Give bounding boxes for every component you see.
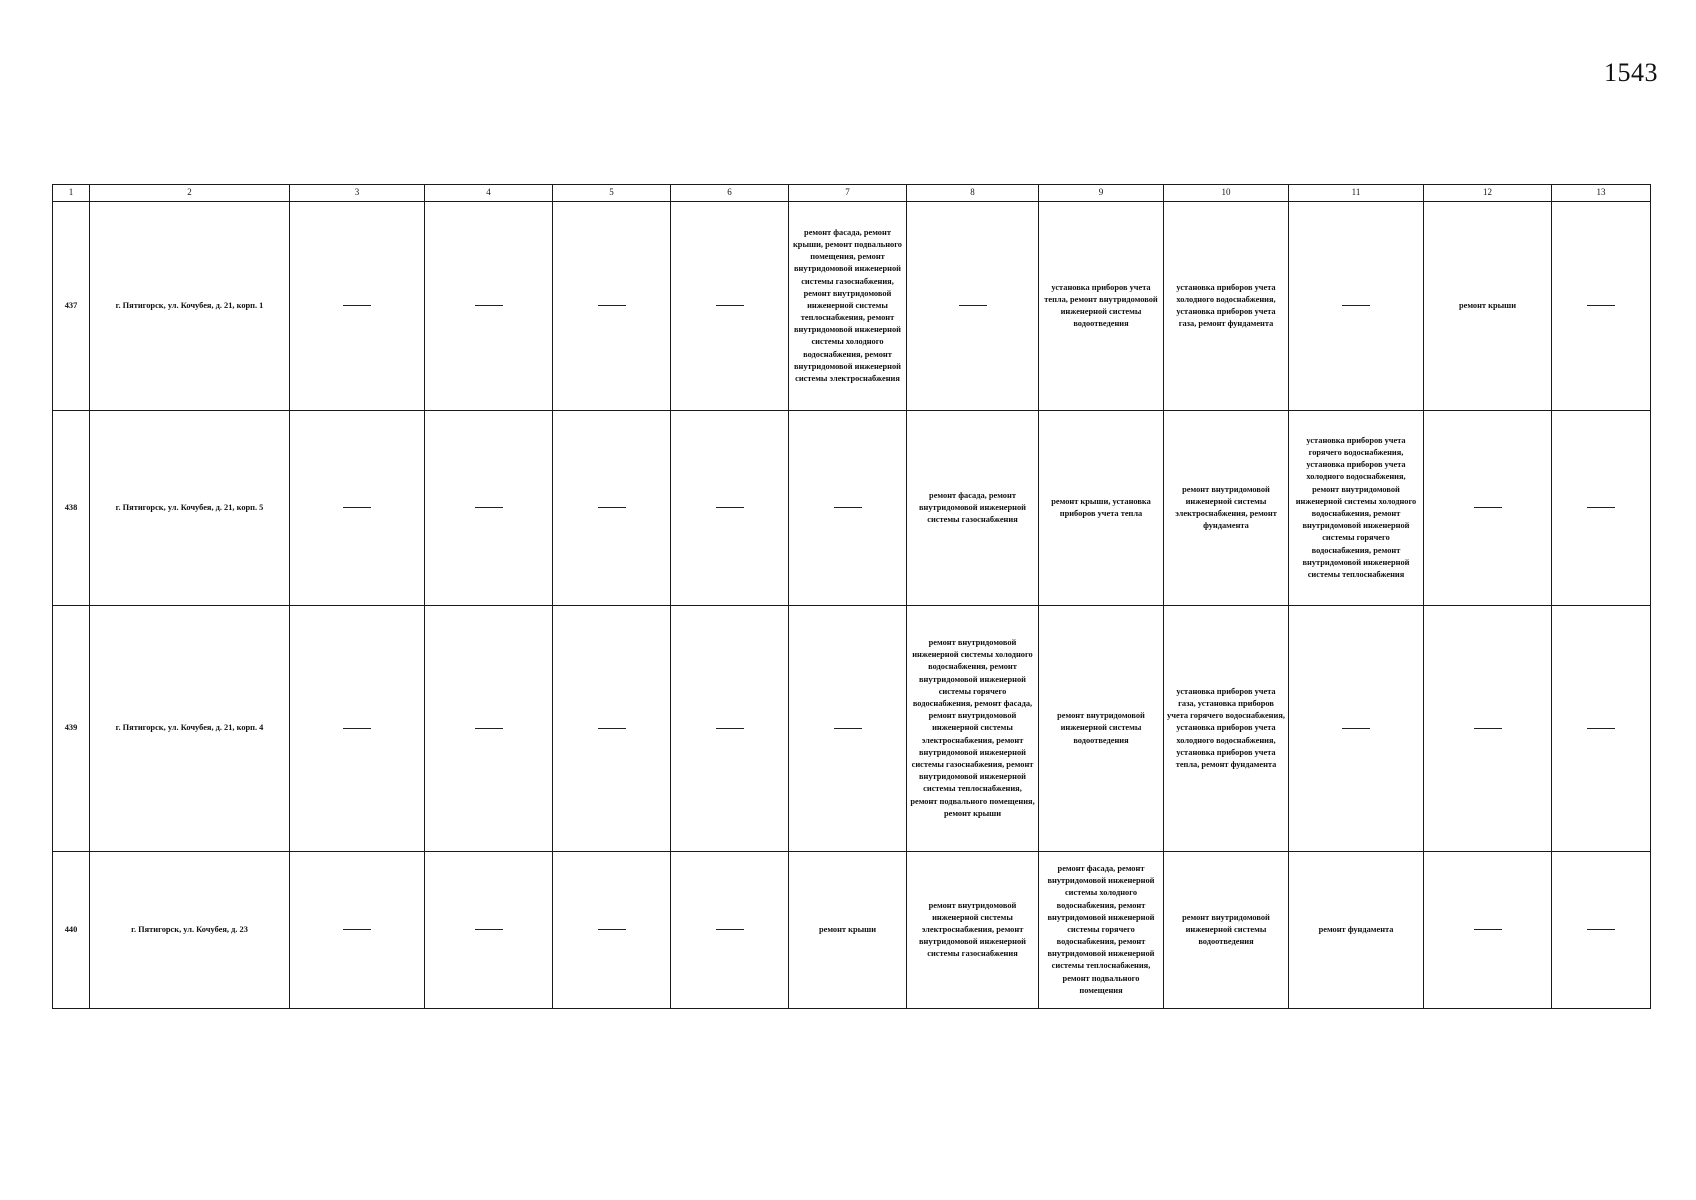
cell: ремонт внутридомовой инженерной системы электроснабжения, ремонт фундамента [1164, 411, 1289, 606]
row-number: 438 [53, 411, 90, 606]
cell: ремонт фундамента [1289, 852, 1424, 1009]
dash-mark [716, 507, 744, 508]
cell: ремонт фасада, ремонт крыши, ремонт подвального помещения, ремонт внутридомовой инженерной системы газоснабжения, ремонт внутридомовой инженерной системы теплоснабжения, ремонт внутридомовой инженерной системы холодного водоснабжения, ремонт внутридомовой инженерной системы электроснабжения [789, 202, 907, 411]
dash-mark [598, 929, 626, 930]
table-row [53, 606, 1651, 852]
cell [553, 606, 671, 852]
dash-mark [598, 728, 626, 729]
dash-mark [475, 507, 503, 508]
dash-mark [834, 728, 862, 729]
address-cell: г. Пятигорск, ул. Кочубея, д. 21, корп. 5 [90, 411, 290, 606]
dash-mark [598, 305, 626, 306]
cell [1552, 202, 1651, 411]
cell [425, 202, 553, 411]
dash-mark [1587, 507, 1615, 508]
address-cell: г. Пятигорск, ул. Кочубея, д. 21, корп. 1 [90, 202, 290, 411]
cell: установка приборов учета тепла, ремонт внутридомовой инженерной системы водоотведения [1039, 202, 1164, 411]
cell [671, 411, 789, 606]
cell: ремонт внутридомовой инженерной системы водоотведения [1164, 852, 1289, 1009]
row-number: 437 [53, 202, 90, 411]
cell [671, 852, 789, 1009]
cell [290, 606, 425, 852]
dash-mark [959, 305, 987, 306]
cell [671, 202, 789, 411]
col-number-5: 5 [553, 185, 671, 202]
row-number: 440 [53, 852, 90, 1009]
cell [907, 202, 1039, 411]
dash-mark [1587, 305, 1615, 306]
dash-mark [1474, 929, 1502, 930]
table-row [53, 411, 1651, 606]
dash-mark [598, 507, 626, 508]
cell [290, 202, 425, 411]
col-number-2: 2 [90, 185, 290, 202]
cell [1552, 606, 1651, 852]
cell [1424, 852, 1552, 1009]
dash-mark [716, 929, 744, 930]
cell: ремонт фасада, ремонт внутридомовой инженерной системы холодного водоснабжения, ремонт внутридомовой инженерной системы горячего водоснабжения, ремонт внутридомовой инженерной системы теплоснабжения, ремонт подвального помещения [1039, 852, 1164, 1009]
cell: ремонт внутридомовой инженерной системы холодного водоснабжения, ремонт внутридомовой инженерной системы горячего водоснабжения, ремонт фасада, ремонт внутридомовой инженерной системы электроснабжения, ремонт внутридомовой инженерной системы газоснабжения, ремонт внутридомовой инженерной системы теплоснабжения, ремонт подвального помещения, ремонт крыши [907, 606, 1039, 852]
dash-mark [1342, 728, 1370, 729]
cell [1424, 411, 1552, 606]
dash-mark [716, 305, 744, 306]
col-number-7: 7 [789, 185, 907, 202]
col-number-1: 1 [53, 185, 90, 202]
dash-mark [834, 507, 862, 508]
dash-mark [1587, 728, 1615, 729]
dash-mark [1342, 305, 1370, 306]
col-number-4: 4 [425, 185, 553, 202]
cell: ремонт внутридомовой инженерной системы водоотведения [1039, 606, 1164, 852]
col-number-8: 8 [907, 185, 1039, 202]
dash-mark [1474, 728, 1502, 729]
cell [425, 411, 553, 606]
cell [1552, 852, 1651, 1009]
dash-mark [475, 929, 503, 930]
cell: установка приборов учета холодного водоснабжения, установка приборов учета газа, ремонт фундамента [1164, 202, 1289, 411]
cell [553, 202, 671, 411]
cell: установка приборов учета газа, установка приборов учета горячего водоснабжения, установка приборов учета холодного водоснабжения, установка приборов учета тепла, ремонт фундамента [1164, 606, 1289, 852]
cell [671, 606, 789, 852]
col-number-10: 10 [1164, 185, 1289, 202]
cell [553, 852, 671, 1009]
cell: ремонт фасада, ремонт внутридомовой инженерной системы газоснабжения [907, 411, 1039, 606]
row-number: 439 [53, 606, 90, 852]
col-number-13: 13 [1552, 185, 1651, 202]
col-number-6: 6 [671, 185, 789, 202]
cell [1552, 411, 1651, 606]
col-number-11: 11 [1289, 185, 1424, 202]
cell [789, 411, 907, 606]
cell: ремонт внутридомовой инженерной системы электроснабжения, ремонт внутридомовой инженерной системы газоснабжения [907, 852, 1039, 1009]
address-cell: г. Пятигорск, ул. Кочубея, д. 23 [90, 852, 290, 1009]
dash-mark [475, 305, 503, 306]
dash-mark [1474, 507, 1502, 508]
dash-mark [343, 728, 371, 729]
dash-mark [343, 929, 371, 930]
table-row [53, 202, 1651, 411]
cell: ремонт крыши [1424, 202, 1552, 411]
page-number: 1543 [1604, 58, 1658, 87]
dash-mark [343, 507, 371, 508]
cell [1289, 202, 1424, 411]
dash-mark [1587, 929, 1615, 930]
cell [290, 411, 425, 606]
cell [425, 852, 553, 1009]
dash-mark [343, 305, 371, 306]
cell [290, 852, 425, 1009]
col-number-9: 9 [1039, 185, 1164, 202]
cell [553, 411, 671, 606]
column-number-row [53, 185, 1651, 202]
cell [789, 606, 907, 852]
col-number-3: 3 [290, 185, 425, 202]
address-cell: г. Пятигорск, ул. Кочубея, д. 21, корп. 4 [90, 606, 290, 852]
cell: ремонт крыши [789, 852, 907, 1009]
capital-repair-table [52, 184, 1651, 1009]
cell: установка приборов учета горячего водоснабжения, установка приборов учета холодного водоснабжения, ремонт внутридомовой инженерной системы холодного водоснабжения, ремонт внутридомовой инженерной системы горячего водоснабжения, ремонт внутридомовой инженерной системы теплоснабжения [1289, 411, 1424, 606]
cell [1424, 606, 1552, 852]
cell [425, 606, 553, 852]
dash-mark [716, 728, 744, 729]
dash-mark [475, 728, 503, 729]
col-number-12: 12 [1424, 185, 1552, 202]
cell [1289, 606, 1424, 852]
table-row [53, 852, 1651, 1009]
cell: ремонт крыши, установка приборов учета тепла [1039, 411, 1164, 606]
